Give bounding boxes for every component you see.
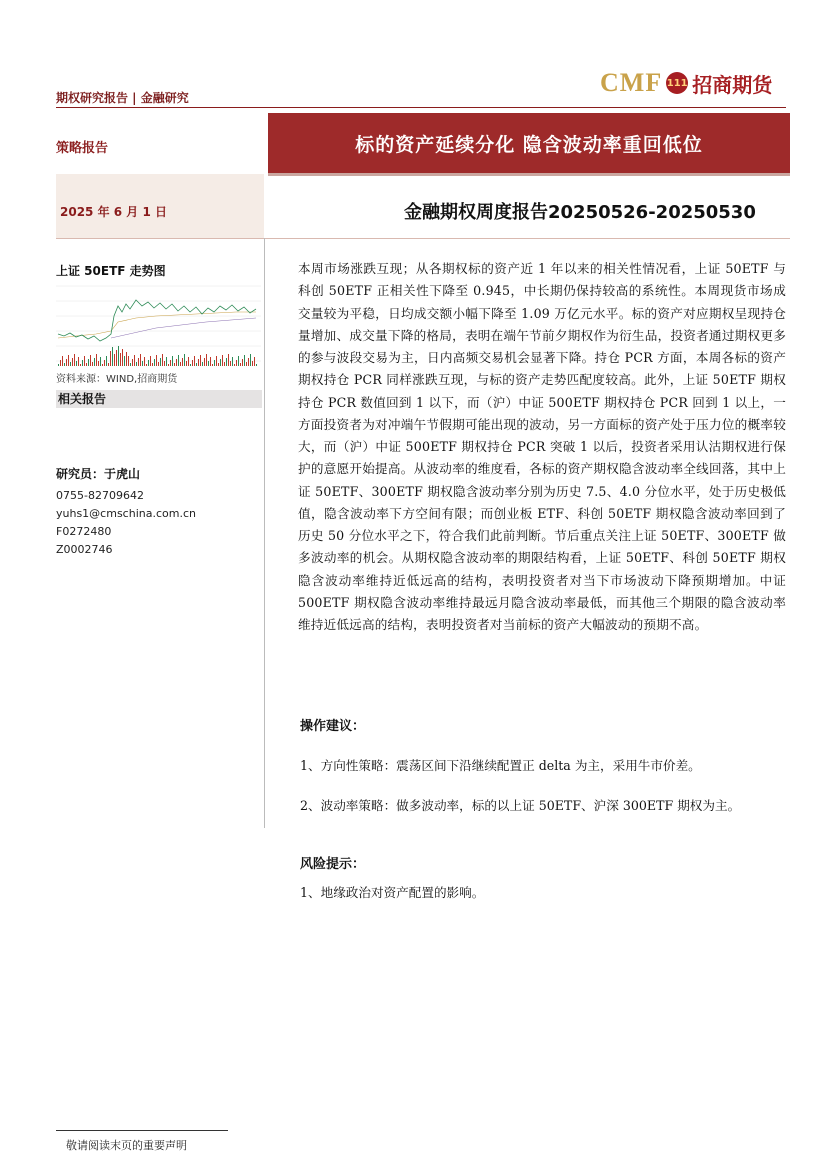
logo-cmf-text: CMF	[600, 68, 663, 97]
volume-bar	[96, 354, 97, 366]
volume-bar	[72, 358, 73, 366]
volume-bar	[254, 357, 255, 366]
volume-bar	[228, 354, 229, 366]
volume-bar	[202, 362, 203, 366]
volume-bar	[172, 356, 173, 366]
volume-bar	[98, 361, 99, 366]
sidebar-chart-title: 上证 50ETF 走势图	[56, 264, 166, 278]
volume-bar	[214, 360, 215, 366]
volume-bar	[152, 363, 153, 366]
header-breadcrumb: 期权研究报告 | 金融研究	[56, 91, 189, 105]
chart-source: 资料来源：WIND,招商期货	[56, 374, 178, 385]
volume-bar	[186, 361, 187, 366]
volume-bar	[78, 357, 79, 366]
volume-bar	[160, 358, 161, 366]
volume-bar	[94, 358, 95, 366]
volume-bar	[250, 354, 251, 366]
logo-badge-icon: 111	[666, 72, 688, 94]
volume-bar	[180, 362, 181, 366]
volume-bar	[126, 352, 127, 366]
volume-bar	[118, 346, 119, 366]
volume-bar	[86, 363, 87, 366]
volume-bar	[210, 357, 211, 366]
license-number-1: F0272480	[56, 525, 112, 538]
volume-bar	[198, 359, 199, 366]
volume-bar	[76, 361, 77, 366]
ops-item-1: 1、方向性策略：震荡区间下沿继续配置正 delta 为主，采用牛市价差。	[300, 758, 701, 773]
volume-bars	[58, 346, 257, 366]
volume-bar	[62, 356, 63, 366]
volume-bar	[252, 361, 253, 366]
volume-bar	[134, 355, 135, 366]
volume-bar	[106, 356, 107, 366]
volume-bar	[146, 364, 147, 366]
volume-bar	[192, 360, 193, 366]
volume-bar	[158, 362, 159, 366]
volume-bar	[200, 355, 201, 366]
volume-bar	[168, 364, 169, 366]
volume-bar	[190, 364, 191, 366]
volume-bar	[108, 363, 109, 366]
volume-bar	[140, 354, 141, 366]
volume-bar	[182, 358, 183, 366]
volume-bar	[112, 347, 113, 366]
footer-disclaimer: 敬请阅读末页的重要声明	[66, 1139, 187, 1152]
volume-bar	[58, 364, 59, 366]
volume-bar	[174, 363, 175, 366]
analyst-name: 研究员：于虎山	[56, 467, 141, 481]
header-divider	[56, 107, 786, 108]
volume-bar	[246, 362, 247, 366]
volume-bar	[164, 361, 165, 366]
volume-bar	[68, 355, 69, 366]
etf-trend-chart	[56, 276, 261, 368]
volume-bar	[184, 354, 185, 366]
volume-bar	[60, 360, 61, 366]
volume-bar	[242, 359, 243, 366]
license-number-2: Z0002746	[56, 543, 113, 556]
volume-bar	[122, 349, 123, 366]
volume-bar	[212, 364, 213, 366]
title-banner	[268, 113, 790, 176]
volume-bar	[176, 359, 177, 366]
column-divider	[264, 238, 265, 828]
volume-bar	[154, 359, 155, 366]
volume-bar	[204, 358, 205, 366]
ops-heading: 操作建议：	[300, 719, 366, 734]
title-divider	[56, 238, 790, 239]
volume-bar	[224, 362, 225, 366]
volume-bar	[70, 362, 71, 366]
report-date: 2025 年 6 月 1 日	[60, 205, 167, 219]
volume-bar	[92, 362, 93, 366]
volume-bar	[64, 363, 65, 366]
volume-bar	[114, 354, 115, 366]
volume-bar	[128, 356, 129, 366]
report-subtitle: 金融期权周度报告20250526-20250530	[404, 202, 756, 223]
volume-bar	[216, 356, 217, 366]
logo-company-name: 招商期货	[692, 72, 773, 97]
volume-bar	[138, 358, 139, 366]
volume-bar	[218, 363, 219, 366]
trend-line	[111, 318, 256, 338]
volume-bar	[244, 355, 245, 366]
footer-divider	[56, 1130, 228, 1131]
volume-bar	[230, 361, 231, 366]
volume-bar	[188, 357, 189, 366]
volume-bar	[116, 350, 117, 366]
volume-bar	[232, 357, 233, 366]
volume-bar	[166, 357, 167, 366]
volume-bar	[74, 354, 75, 366]
volume-bar	[220, 359, 221, 366]
analyst-phone: 0755-82709642	[56, 489, 144, 502]
volume-bar	[80, 364, 81, 366]
volume-bar	[240, 363, 241, 366]
risk-item-1: 1、地缘政治对资产配置的影响。	[300, 885, 485, 900]
volume-bar	[84, 356, 85, 366]
analyst-contact	[56, 487, 196, 559]
volume-bar	[120, 353, 121, 366]
volume-bar	[196, 363, 197, 366]
volume-bar	[136, 362, 137, 366]
report-title: 标的资产延续分化 隐含波动率重回低位	[355, 133, 703, 156]
volume-bar	[256, 364, 257, 366]
volume-bar	[144, 357, 145, 366]
volume-bar	[236, 360, 237, 366]
volume-bar	[102, 364, 103, 366]
volume-bar	[162, 354, 163, 366]
volume-bar	[238, 356, 239, 366]
ops-item-2: 2、波动率策略：做多波动率，标的以上证 50ETF、沪深 300ETF 期权为主。	[300, 798, 741, 813]
volume-bar	[208, 361, 209, 366]
volume-bar	[100, 357, 101, 366]
risk-heading: 风险提示：	[300, 857, 366, 872]
volume-bar	[248, 358, 249, 366]
volume-bar	[124, 356, 125, 366]
volume-bar	[130, 363, 131, 366]
report-category: 策略报告	[56, 141, 109, 156]
summary-paragraph: 本周市场涨跌互现；从各期权标的资产近 1 年以来的相关性情况看，上证 50ETF 与科创 50ETF 正相关性下降至 0.945，中长期仍保持较高的系统性。本周现货市场成交量较为平稳，日均成交额小幅下降至 1.09 万亿元水平。标的资产对应期权呈现持仓量增加、成交量下降的格局，表明在端午节前夕期权作为衍生品，投资者通过期权更多的参与波段交易为主，日内高频交易机会显著下降。持仓 PCR 方面，本周各标的资产期权持仓 PCR 同样涨跌互现，与标的资产走势匹配度较高。此外，上证 50ETF 期权持仓 PCR 数值回到 1 以下，而（沪）中证 500ETF 期权持仓 PCR 回到 1 以上，一方面投资者为对冲端午节假期可能出现的波动，另一方面标的资产处于压力位的概率较大，而（沪）中证 500ETF 期权持仓 PCR 突破 1 以后，投资者采用认沽期权进行保护的意愿开始提高。从波动率的维度看，各标的资产期权隐含波动率全线回落，其中上证 50ETF、300ETF 期权隐含波动率分别为历史 7.5、4.0 分位水平，处于历史极低值，隐含波动率下方空间有限；而创业板 ETF、科创 50ETF 期权隐含波动率回到了历史 50 分位水平之下，符合我们此前判断。节后重点关注上证 50ETF、300ETF 做多波动率的机会。从期权隐含波动率的期限结构看，上证 50ETF、科创 50ETF 期权隐含波动率维持近低远高的结构，表明投资者对当下市场波动下降预期增加。中证 500ETF 期权隐含波动率维持最远月隐含波动率最低，而其他三个期限的隐含波动率维持近低远高的结构，表明投资者对当前标的资产大幅波动的预期不高。	[298, 261, 786, 632]
volume-bar	[226, 358, 227, 366]
volume-bar	[82, 360, 83, 366]
related-reports-heading: 相关报告	[56, 390, 262, 408]
volume-bar	[90, 355, 91, 366]
volume-bar	[142, 361, 143, 366]
company-logo	[600, 68, 772, 98]
volume-bar	[150, 356, 151, 366]
volume-bar	[234, 364, 235, 366]
volume-bar	[66, 359, 67, 366]
volume-bar	[110, 351, 111, 366]
volume-bar	[156, 355, 157, 366]
volume-bar	[178, 355, 179, 366]
volume-bar	[88, 359, 89, 366]
volume-bar	[104, 360, 105, 366]
volume-bar	[170, 360, 171, 366]
volume-bar	[194, 356, 195, 366]
volume-bar	[206, 354, 207, 366]
volume-bar	[148, 360, 149, 366]
volume-bar	[132, 359, 133, 366]
volume-bar	[222, 355, 223, 366]
analyst-email[interactable]: yuhs1@cmschina.com.cn	[56, 507, 196, 520]
